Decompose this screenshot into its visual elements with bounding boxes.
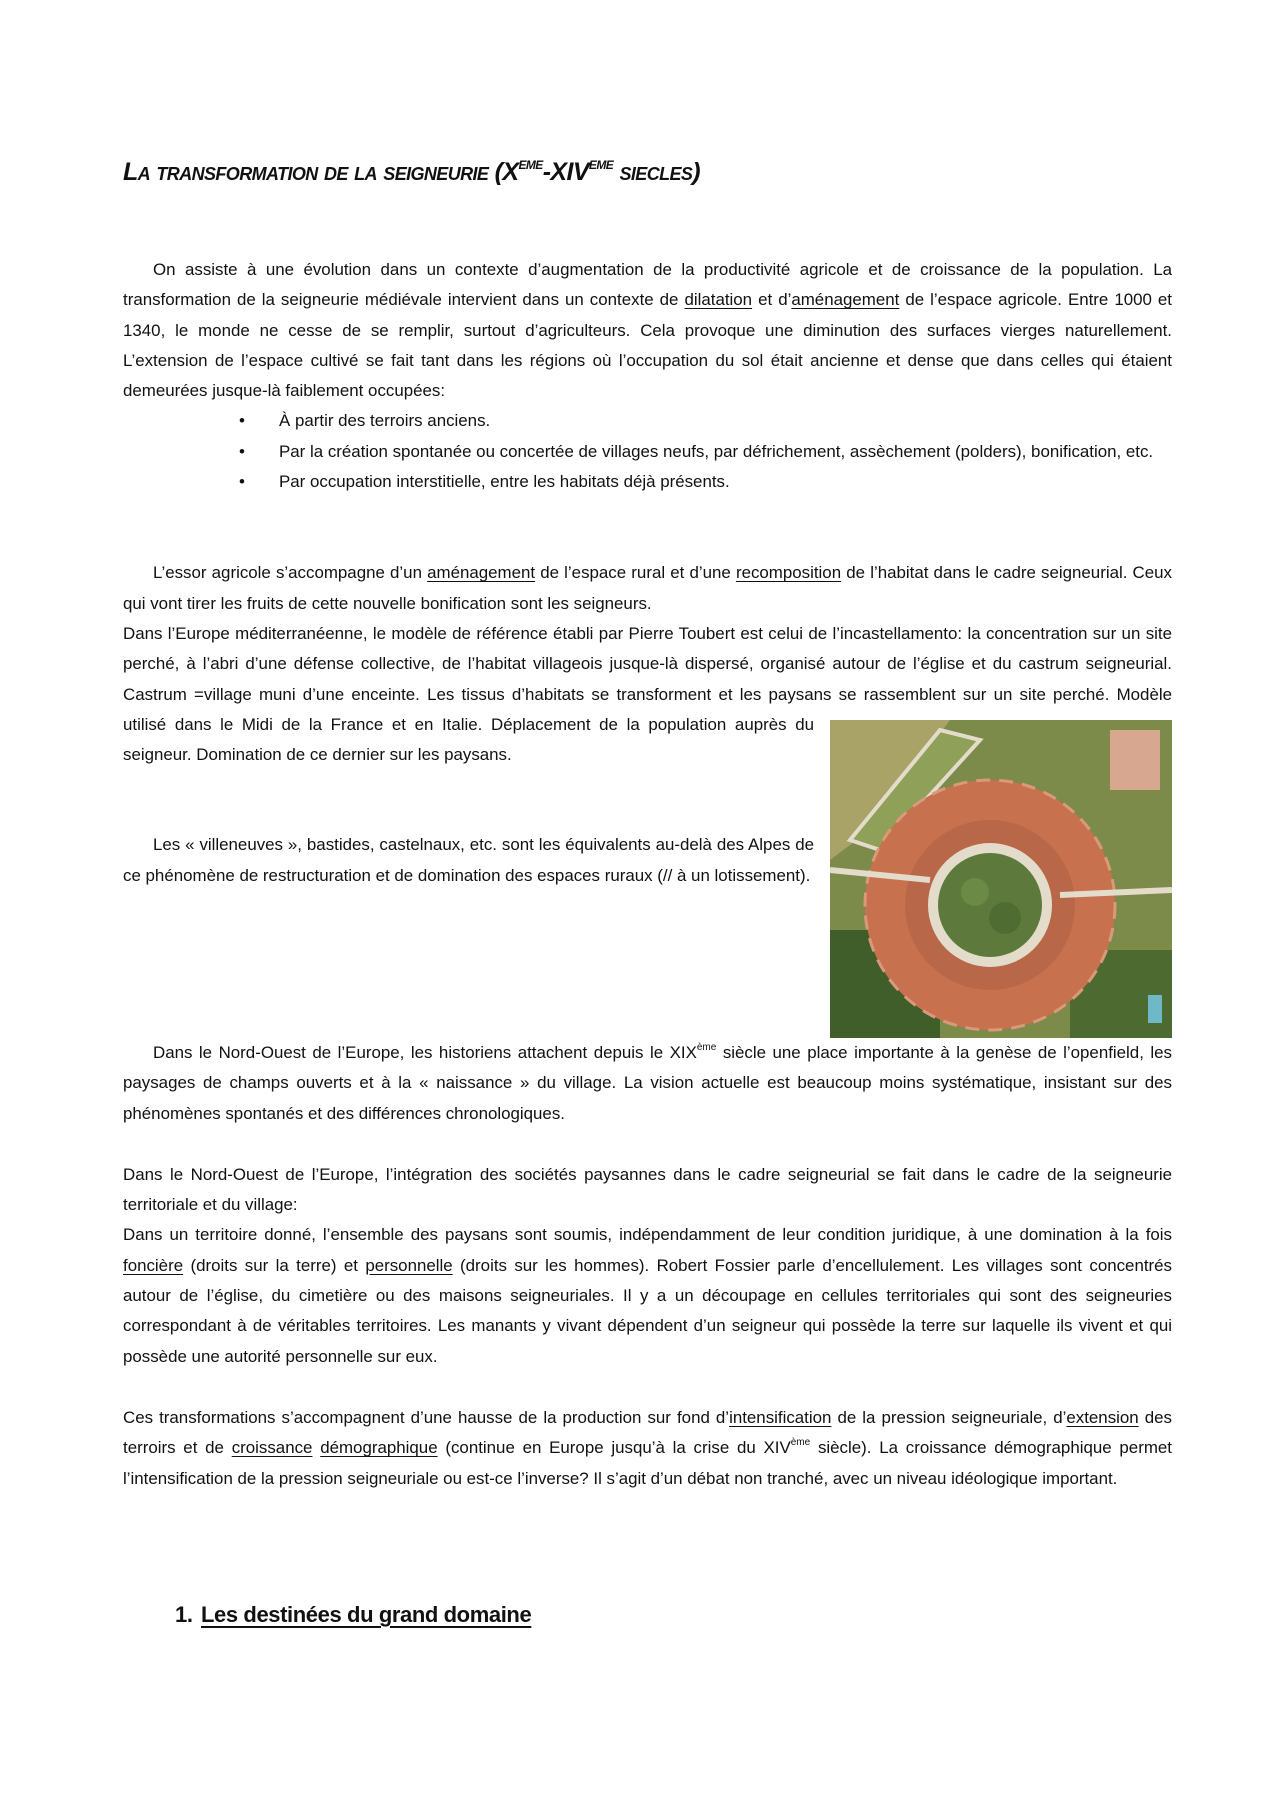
bullet-icon: • bbox=[239, 411, 245, 431]
text-segment: L’essor agricole s’accompagne d’un bbox=[153, 563, 428, 583]
bullet-icon: • bbox=[239, 441, 245, 461]
bullet-text: Par la création spontanée ou concertée de villages neufs, par défrichement, assèchement (polders), bonification, etc. bbox=[279, 441, 1154, 461]
bullet-text: Par occupation interstitielle, entre les habitats déjà présents. bbox=[279, 472, 730, 492]
heading-text: Les destinées du grand domaine bbox=[201, 1602, 532, 1627]
text-segment: Ces transformations s’accompagnent d’une hausse de la production sur fond d’ bbox=[123, 1407, 730, 1427]
underlined-term: croissance bbox=[231, 1438, 313, 1458]
underlined-term: démographique bbox=[320, 1438, 438, 1458]
text-segment: de l’habitat dans le cadre seigneurial. Ceux qui vont tirer les fruits de cette nouvelle bonification sont les seigneurs. bbox=[123, 563, 1172, 613]
superscript: ème bbox=[696, 1042, 717, 1053]
underlined-term: aménagement bbox=[791, 290, 900, 310]
text-segment: siècle une place importante à la genèse de l’openfield, les paysages de champs ouverts et à la « naissance » du village. La vision actuelle est beaucoup moins systématique, insistant sur des phénomènes spontanés et des différences chronologiques. bbox=[123, 1043, 1172, 1123]
text-segment: siècle). La croissance démographique permet l’intensification de la pression seigneuriale ou est-ce l’inverse? Il s’agit d’un débat non tranché, avec un niveau idéologique important. bbox=[123, 1438, 1172, 1488]
paragraph-essor bbox=[123, 558, 1172, 619]
text-segment: de la pression seigneuriale, d’ bbox=[831, 1407, 1067, 1427]
title-superscript: EME bbox=[518, 158, 543, 172]
bullet-item bbox=[123, 467, 1172, 497]
underlined-term: aménagement bbox=[427, 563, 536, 583]
underlined-term: extension bbox=[1066, 1407, 1139, 1427]
text-segment: Les « villeneuves », bastides, castelnaux, etc. sont les équivalents au-delà des Alpes de ce phénomène de restructuration et de domination des espaces ruraux (// à un lotissement). bbox=[123, 835, 814, 885]
bullet-list bbox=[123, 406, 1172, 497]
underlined-term: foncière bbox=[123, 1255, 184, 1275]
text-segment: de l’espace agricole. Entre 1000 et 1340, le monde ne cesse de se remplir, surtout d’agriculteurs. Cela provoque une diminution des surfaces vierges naturellement. L’extension de l’espace cultivé se fait tant dans les régions où l’occupation du sol était ancienne et dense que dans celles qui étaient demeurées jusque-là faiblement occupées: bbox=[123, 290, 1172, 401]
text-segment: Dans l’Europe méditerranéenne, le modèle de référence établi par Pierre Toubert est celui de l’incastellamento: la concentration sur un site perché, à l’abri d’une défense collective, de l’habitat villageois jusque-là dispersé, organisé autour de l’église et du castrum seigneurial. Castrum =village muni d’une enceinte. Les tissus d’habitats se transforment et les paysans se rassemblent sur un site perché. Modèle utilisé dans le Midi de la France et en Italie. Déplacement de la population auprès du seigneur. Domination de ce dernier sur les paysans. bbox=[123, 623, 1172, 765]
document-body bbox=[123, 255, 1172, 1494]
paragraph-encellulement bbox=[123, 1220, 1172, 1371]
text-segment: et d’ bbox=[752, 290, 792, 310]
document-title bbox=[123, 158, 700, 187]
superscript: ème bbox=[790, 1437, 811, 1449]
text-segment: (droits sur la terre) et bbox=[183, 1255, 366, 1275]
text-segment: Dans le Nord-Ouest de l’Europe, l’intégration des sociétés paysannes dans le cadre seigneurial se fait dans le cadre de la seigneurie territoriale et du village: bbox=[123, 1164, 1172, 1215]
text-segment: de l’espace rural et d’une bbox=[535, 563, 736, 583]
title-text: -XIV bbox=[542, 158, 589, 186]
text-segment: des terroirs et de bbox=[123, 1407, 1172, 1458]
bullet-item bbox=[123, 437, 1172, 467]
title-text: siecles) bbox=[613, 158, 701, 186]
text-segment: Dans un territoire donné, l’ensemble des paysans sont soumis, indépendamment de leur condition juridique, à une domination à la fois bbox=[123, 1225, 1172, 1245]
underlined-term: personnelle bbox=[365, 1255, 453, 1275]
heading-number: 1. bbox=[175, 1602, 193, 1627]
paragraph-openfield bbox=[123, 1038, 1172, 1129]
aerial-village-photo bbox=[830, 720, 1172, 1038]
paragraph-transformations bbox=[123, 1403, 1172, 1494]
text-segment: On assiste à une évolution dans un contexte d’augmentation de la productivité agricole et de croissance de la population. La transformation de la seigneurie médiévale intervient dans un contexte de bbox=[123, 260, 1172, 310]
underlined-term: recomposition bbox=[735, 563, 842, 583]
text-segment: (droits sur les hommes). Robert Fossier parle d’encellulement. Les villages sont concentrés autour de l’église, du cimetière ou des maisons seigneuriales. Il y a un découpage en cellules territoriales qui sont des seigneuries correspondant à de véritables territoires. Les manants y vivant dépendent d’un seigneur qui possède la terre sur laquelle ils vivent et qui possède une autorité personnelle sur eux. bbox=[123, 1255, 1172, 1366]
bullet-item bbox=[123, 406, 1172, 436]
text-segment: (continue en Europe jusqu’à la crise du XIV bbox=[437, 1438, 791, 1458]
section-heading bbox=[175, 1602, 531, 1628]
paragraph-intro bbox=[123, 255, 1172, 406]
underlined-term: dilatation bbox=[684, 290, 753, 310]
paragraph-nord-ouest bbox=[123, 1160, 1172, 1221]
bullet-icon: • bbox=[239, 472, 245, 492]
text-segment: Dans le Nord-Ouest de l’Europe, les historiens attachent depuis le XIX bbox=[153, 1043, 697, 1062]
underlined-term: intensification bbox=[729, 1407, 832, 1427]
title-text: La transformation de la seigneurie (X bbox=[123, 158, 519, 186]
bullet-text: À partir des terroirs anciens. bbox=[279, 411, 491, 431]
title-superscript: EME bbox=[588, 158, 614, 172]
